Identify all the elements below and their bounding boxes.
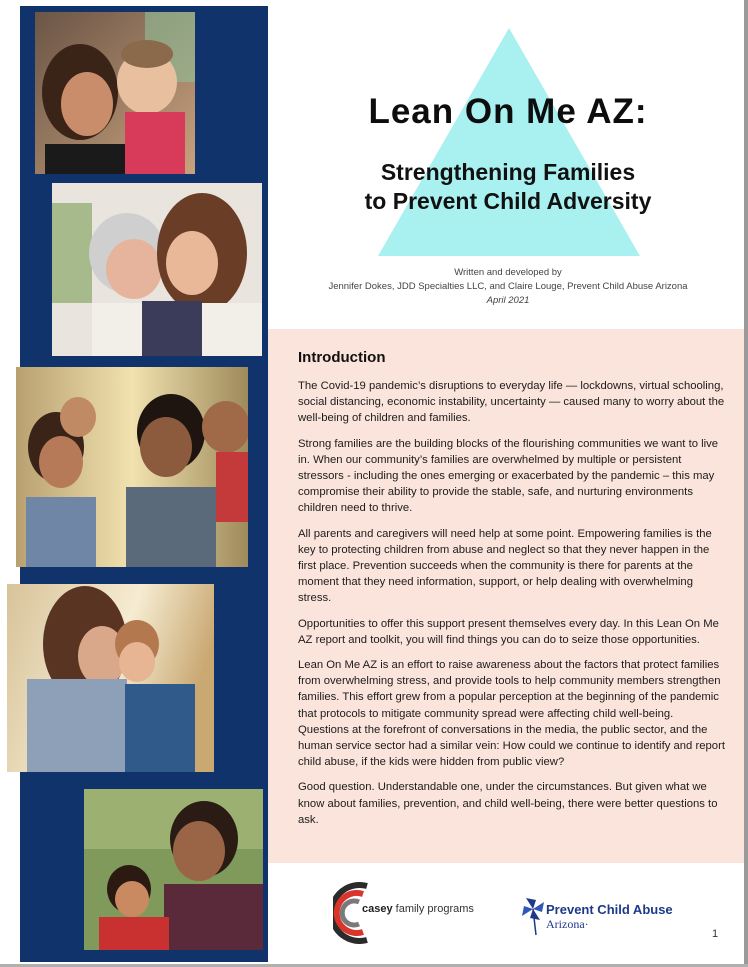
- photo-mother-baby: [35, 12, 195, 174]
- byline-intro: Written and developed by: [454, 267, 562, 278]
- byline-date: April 2021: [486, 295, 530, 306]
- triangle-graphic: [378, 28, 640, 256]
- intro-paragraph: The Covid-19 pandemic’s disruptions to everyday life — lockdowns, virtual schooling, social distancing, economic instability, uncertainty — caused many to worry about the well-being of children and families.: [298, 380, 725, 425]
- photo-grandmother-hug: [52, 183, 262, 356]
- subtitle-line-2: to Prevent Child Adversity: [364, 188, 652, 214]
- casey-logo-text: [362, 903, 474, 915]
- pca-logo-state: Arizona: [546, 917, 585, 931]
- pca-logo-subtitle: [546, 917, 589, 932]
- pca-logo-name: Prevent Child Abuse: [546, 902, 673, 917]
- pca-logo-mark: ·: [584, 917, 589, 931]
- intro-paragraph: Strong families are the building blocks of the flourishing communities we want to live in. When our community’s families are overwhelmed by multiple or persistent stressors - including the ones emerging or exacerbated by the pandemic – this may compromise their ability to provide the stable, safe, and nurturing environments children need to thrive.: [298, 437, 719, 515]
- casey-logo-rest: family programs: [392, 903, 474, 915]
- document-title: Lean On Me AZ:: [368, 92, 648, 131]
- page-edge-right: [744, 0, 748, 967]
- page-number: 1: [712, 928, 719, 940]
- photo-mother-son: [7, 584, 214, 772]
- intro-paragraph: Opportunities to offer this support present themselves every day. In this Lean On Me AZ report and toolkit, you will find things you can do to seize those opportunities.: [298, 617, 719, 646]
- byline-authors: Jennifer Dokes, JDD Specialties LLC, and Claire Louge, Prevent Child Abuse Arizona: [328, 281, 688, 292]
- photo-father-son: [84, 789, 263, 950]
- introduction-body: [298, 378, 726, 837]
- intro-paragraph: Lean On Me AZ is an effort to raise awareness about the factors that protect families from overwhelming stress, and provide tools to help community members strengthen families. This effort grew from a popular perception at the beginning of the pandemic that protocols to mitigate community spread were affecting child well-being. Questions at the forefront of conversations in the media, the public sector, and the human service sector had a similar vein: How could we continue to identify and report child abuse, if the kids were hidden from public view?: [298, 659, 725, 769]
- photo-family-outdoors: [16, 367, 248, 567]
- byline: [268, 266, 748, 308]
- intro-paragraph: Good question. Understandable one, under the circumstances. But given what we know about families, prevention, and child well-being, there were better questions to ask.: [298, 781, 718, 826]
- introduction-heading: Introduction: [298, 349, 386, 366]
- document-subtitle: [268, 158, 748, 216]
- casey-logo-bold: casey: [362, 903, 393, 915]
- intro-paragraph: All parents and caregivers will need help at some point. Empowering families is the key to protecting children from abuse and neglect so that they never happen in the first place. Prevention succeeds when the community is there for parents at the moment that they need information, support, or help dealing with overwhelming stress.: [298, 527, 712, 605]
- subtitle-line-1: Strengthening Families: [380, 159, 636, 185]
